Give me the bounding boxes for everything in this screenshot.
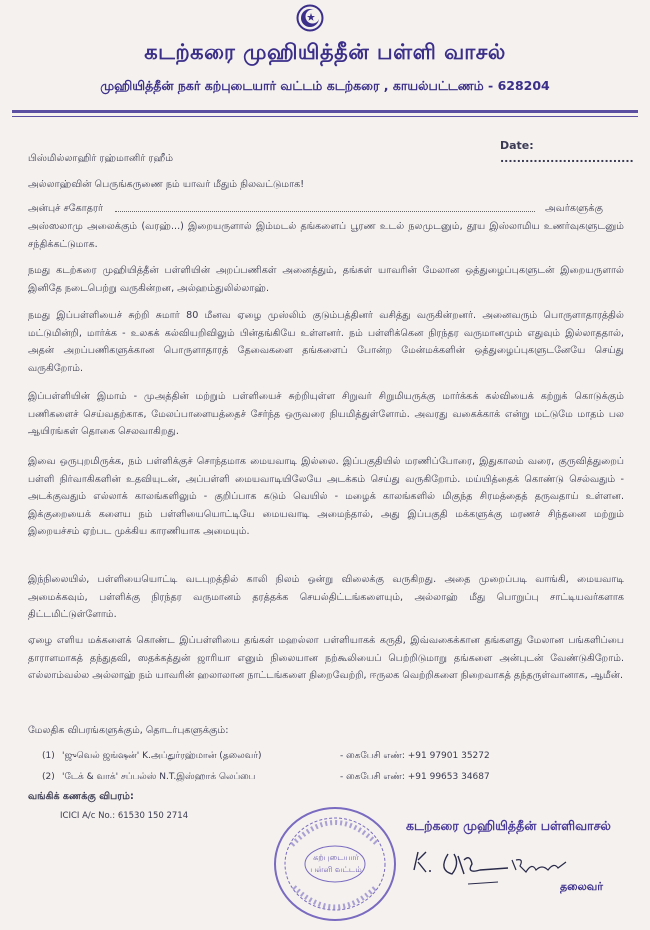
crescent-star-emblem-icon	[296, 4, 324, 32]
address-prefix: அன்புச் சகோதரர்	[28, 203, 103, 214]
stamp-center-line1: கற்புடையார்	[313, 853, 359, 862]
paragraph-activities: நமது கடற்கரை முஹியித்தீன் பள்ளியின் அறப்பணிகள் அனைத்தும், தங்கள் யாவரின் மேலான ஒத்துழைப்புகளுடன் இறையருளால் இனிதே நடைபெற்று வருகின்றன, அல்ஹம்துலில்லாஹ்.	[28, 265, 624, 294]
address-subtitle: முஹியித்தீன் நகர் கற்புடையார் வட்டம் கடற்கரை , காயல்பட்டணம் - 628204	[100, 78, 550, 93]
contact-2-name: 'டேக் & வாக்' சப்பல்ஸ் N.T.இஸ்ஹாக் லெப்பை	[62, 772, 256, 782]
mosque-name-title: கடற்கரை முஹியித்தீன் பள்ளி வாசல்	[144, 40, 506, 64]
header-rule-thick	[12, 110, 638, 113]
signature-role: தலைவர்	[560, 880, 603, 893]
recipient-name-blank	[115, 211, 535, 212]
bank-account-number: ICICI A/c No.: 61530 150 2714	[60, 811, 189, 821]
paragraph-imam: இப்பள்ளியின் இமாம் - முஅத்தின் மற்றும் பள்ளியைச் சுற்றியுள்ள சிறுவர் சிறுமியருக்கு மார்க்கக் கல்வியைக் கற்றுக் கொடுக்கும் பணிகளைச் செய்வதற்காக, மேலப்பாளையத்தைச் சேர்ந்த ஒருவரை நியமித்துள்ளோம். அவரது வகைக்காக் என்று மட்டுமே மாதம் பல ஆயிரங்கள் தொகை செலவாகிறது.	[28, 391, 624, 437]
contact-1-number: (1)	[42, 751, 55, 761]
contact-2-number: (2)	[42, 772, 55, 782]
contact-1-phone: - கைபேசி எண்: +91 97901 35272	[340, 751, 490, 761]
details-heading: மேலதிக விபரங்களுக்கும், தொடர்புகளுக்கும்:	[28, 725, 229, 736]
stamp-center-line2: பள்ளி வட்டம்	[310, 865, 362, 874]
date-field: Date: ................................	[500, 139, 634, 165]
bismillah-line: பிஸ்மில்லாஹிர் ரஹ்மானிர் ரஹீம்	[28, 153, 174, 164]
signature-org-name: கடற்கரை முஹியித்தீன் பள்ளிவாசல்	[406, 818, 611, 833]
header-rule-thin	[12, 116, 638, 117]
paragraph-appeal: ஏழை எளிய மக்களைக் கொண்ட இப்பள்ளியை தங்கள் மஹல்லா பள்ளியாகக் கருதி, இவ்வகைக்கான தங்களது மேலான பங்களிப்பை தாராளமாகத் தந்துதவி, ஸதக்கத்துன் ஜாரியா எனும் நிலையான நற்கூலியைப் பெற்றிடுமாறு தங்களை அன்புடன் வேண்டுகிறோம். எல்லாம்வல்ல அல்லாஹ் நம் யாவரின் ஹலாலான நாட்டங்களை நிறைவேற்றி, ஈருலக வெற்றிகளை நிறைவாகத் தந்தருள்வானாக, ஆமீன்.	[28, 635, 624, 681]
mosque-seal-stamp	[272, 805, 398, 923]
greeting-line: அல்லாஹ்வின் பெருங்கருணை நம் யாவர் மீதும் நிலவட்டுமாக!	[28, 179, 305, 190]
paragraph-families: நமது இப்பள்ளியைச் சுற்றி சுமார் 80 மீனவ ஏழை முஸ்லிம் குடும்பத்தினர் வசித்து வருகின்றனர். அனைவரும் பொருளாதாரத்தில் மட்டுமின்றி, மார்க்க - உலகக் கல்வியறிவிலும் பின்தங்கியே உள்ளனர். நம் பள்ளிக்கென நிரந்தர வருமானமும் எதுவும் இல்லாததால், அதன் அறப்பணிகளுக்கான பொருளாதாரத் தேவைகளை தங்களைப் போன்ற மேன்மக்களின் ஒத்துழைப்புகளுடனேயே செய்து வருகிறோம்.	[28, 310, 624, 374]
paragraph-land: இந்நிலையில், பள்ளியையொட்டி வடபுறத்தில் காலி நிலம் ஒன்று விலைக்கு வருகிறது. அதை முறைப்படி வாங்கி, மையவாடி அமைக்கவும், பள்ளிக்கு நிரந்தர வருமானம் தரத்தக்க செயல்திட்டங்களையும், அல்லாஹ் மீது பொறுப்பு சாட்டியவர்களாக திட்டமிட்டுள்ளோம்.	[28, 574, 624, 620]
contact-2-phone: - கைபேசி எண்: +91 99653 34687	[340, 772, 490, 782]
bank-heading: வங்கிக் கணக்கு விபரம்:	[28, 791, 134, 802]
contact-1-name: 'ஜுவெல் ஜங்ஷன்' K.அப்துர்ரஹ்மான் (தலைவர்)	[62, 751, 262, 761]
paragraph-cemetery: இவை ஒருபுறமிருக்க, நம் பள்ளிக்குச் சொந்தமாக மையவாடி இல்லை. இப்பகுதியில் மரணிப்போரை, இதுகாலம் வரை, குருவித்துறைப் பள்ளி நிர்வாகிகளின் உதவியுடன், அப்பள்ளி மையவாடியிலேயே அடக்கம் செய்து வருகிறோம். மய்யித்தைக் கொண்டு செல்வதும் - அடக்குவதும் எல்லாக் காலங்களிலும் - குறிப்பாக கடும் வெயில் - மழைக் காலங்களில் மிகுந்த சிரமத்தைத் தருவதாய் உள்ளன. இக்குறையைக் களைய நம் பள்ளியையொட்டியே மையவாடி அமைந்தால், அது இப்பகுதி மக்களுக்கு மரணச் சிந்தனை மற்றும் இறையச்சம் ஏற்பட முக்கிய காரணியாக அமையும்.	[28, 456, 624, 537]
paragraph-salutation: அஸ்ஸலாமு அலைக்கும் (வரஹ்...) இறையருளால் இம்மடல் தங்களைப் பூரண உடல் நலமுடனும், தூய இஸ்லாமிய உணர்வுகளுடனும் சந்திக்கட்டுமாக.	[28, 221, 624, 250]
address-suffix: அவர்களுக்கு	[545, 203, 603, 214]
